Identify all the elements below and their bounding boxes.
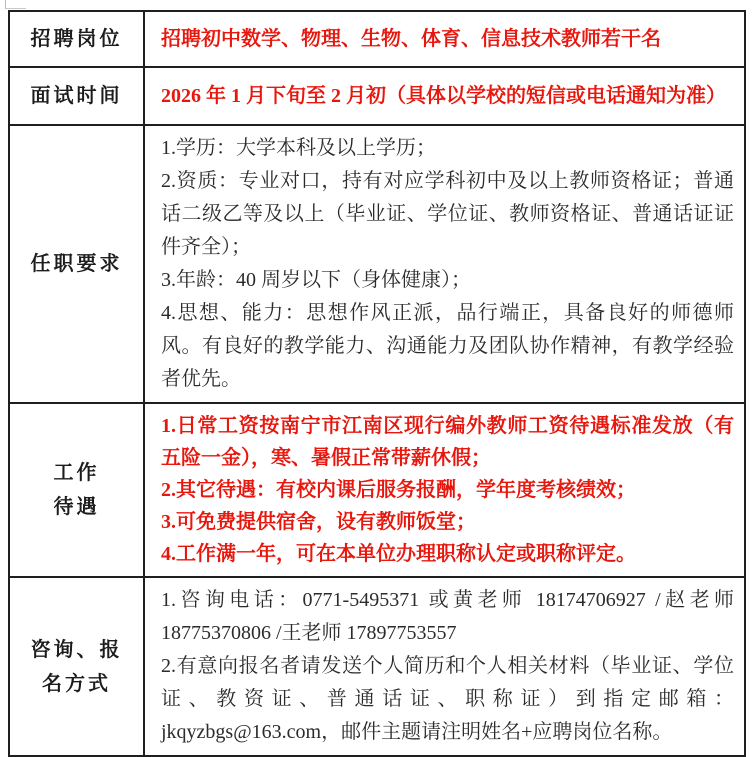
- table-row-interview-time: [9, 67, 745, 125]
- label-line: 名方式: [42, 672, 111, 695]
- interview-time-text: 2026 年 1 月下旬至 2 月初（具体以学校的短信或电话通知为准）: [161, 84, 726, 107]
- benefit-item-salary: 1.日常工资按南宁市江南区现行编外教师工资待遇标准发放（有五险一金），寒、暑假正常带薪休假；: [161, 415, 734, 469]
- table-row-compensation: [9, 403, 745, 577]
- content-job-requirements: [144, 125, 745, 403]
- content-contact-application: [144, 577, 745, 756]
- benefit-item-housing: 3.可免费提供宿舍，设有教师饭堂；: [161, 511, 476, 533]
- label-compensation: [9, 403, 144, 577]
- requirement-item-age: 3.年龄：40 周岁以下（身体健康）；: [161, 269, 471, 291]
- label-interview-time: [9, 67, 144, 125]
- label-contact-application: [9, 577, 144, 756]
- content-compensation: [144, 403, 745, 577]
- label-line: 咨询、报: [30, 638, 123, 661]
- requirement-item-character: 4.思想、能力：思想作风正派，品行端正，具备良好的师德师风。有良好的教学能力、沟通能力及团队协作精神，有教学经验者优先。: [161, 302, 734, 390]
- requirement-item-education: 1.学历：大学本科及以上学历；: [161, 137, 436, 159]
- label-line: 招聘岗位: [30, 28, 123, 50]
- scan-artifact: [5, 0, 26, 9]
- benefit-item-other-pay: 2.其它待遇：有校内课后服务报酬，学年度考核绩效；: [161, 479, 636, 501]
- recruitment-position-text: 招聘初中数学、物理、生物、体育、信息技术教师若干名: [161, 27, 661, 50]
- label-job-requirements: [9, 125, 144, 403]
- recruitment-notice-table: [8, 10, 746, 757]
- benefit-item-title: 4.工作满一年，可在本单位办理职称认定或职称评定。: [161, 543, 636, 565]
- label-line: 面试时间: [30, 85, 123, 107]
- contact-item-email-instructions: 2.有意向报名者请发送个人简历和个人相关材料（毕业证、学位证、教资证、普通话证、职称证）到指定邮箱：jkqyzbgs@163.com，邮件主题请注明姓名+应聘岗位名称。: [161, 655, 734, 743]
- requirement-item-qualification: 2.资质：专业对口，持有对应学科初中及以上教师资格证；普通话二级乙等及以上（毕业证、学位证、教师资格证、普通话证证件齐全）；: [161, 170, 734, 258]
- label-line: 任职要求: [30, 253, 123, 275]
- table-row-job-requirements: [9, 125, 745, 403]
- content-interview-time: [144, 67, 745, 125]
- label-line: 工作: [53, 462, 100, 484]
- content-recruitment-position: [144, 11, 745, 67]
- label-recruitment-position: [9, 11, 144, 67]
- contact-item-phones: 1.咨询电话：0771-5495371 或黄老师 18174706927 /赵老师 18775370806 /王老师 17897753557: [161, 589, 734, 644]
- table-row-contact-application: [9, 577, 745, 756]
- table-row-recruitment-position: [9, 11, 745, 67]
- label-line: 待遇: [53, 496, 100, 518]
